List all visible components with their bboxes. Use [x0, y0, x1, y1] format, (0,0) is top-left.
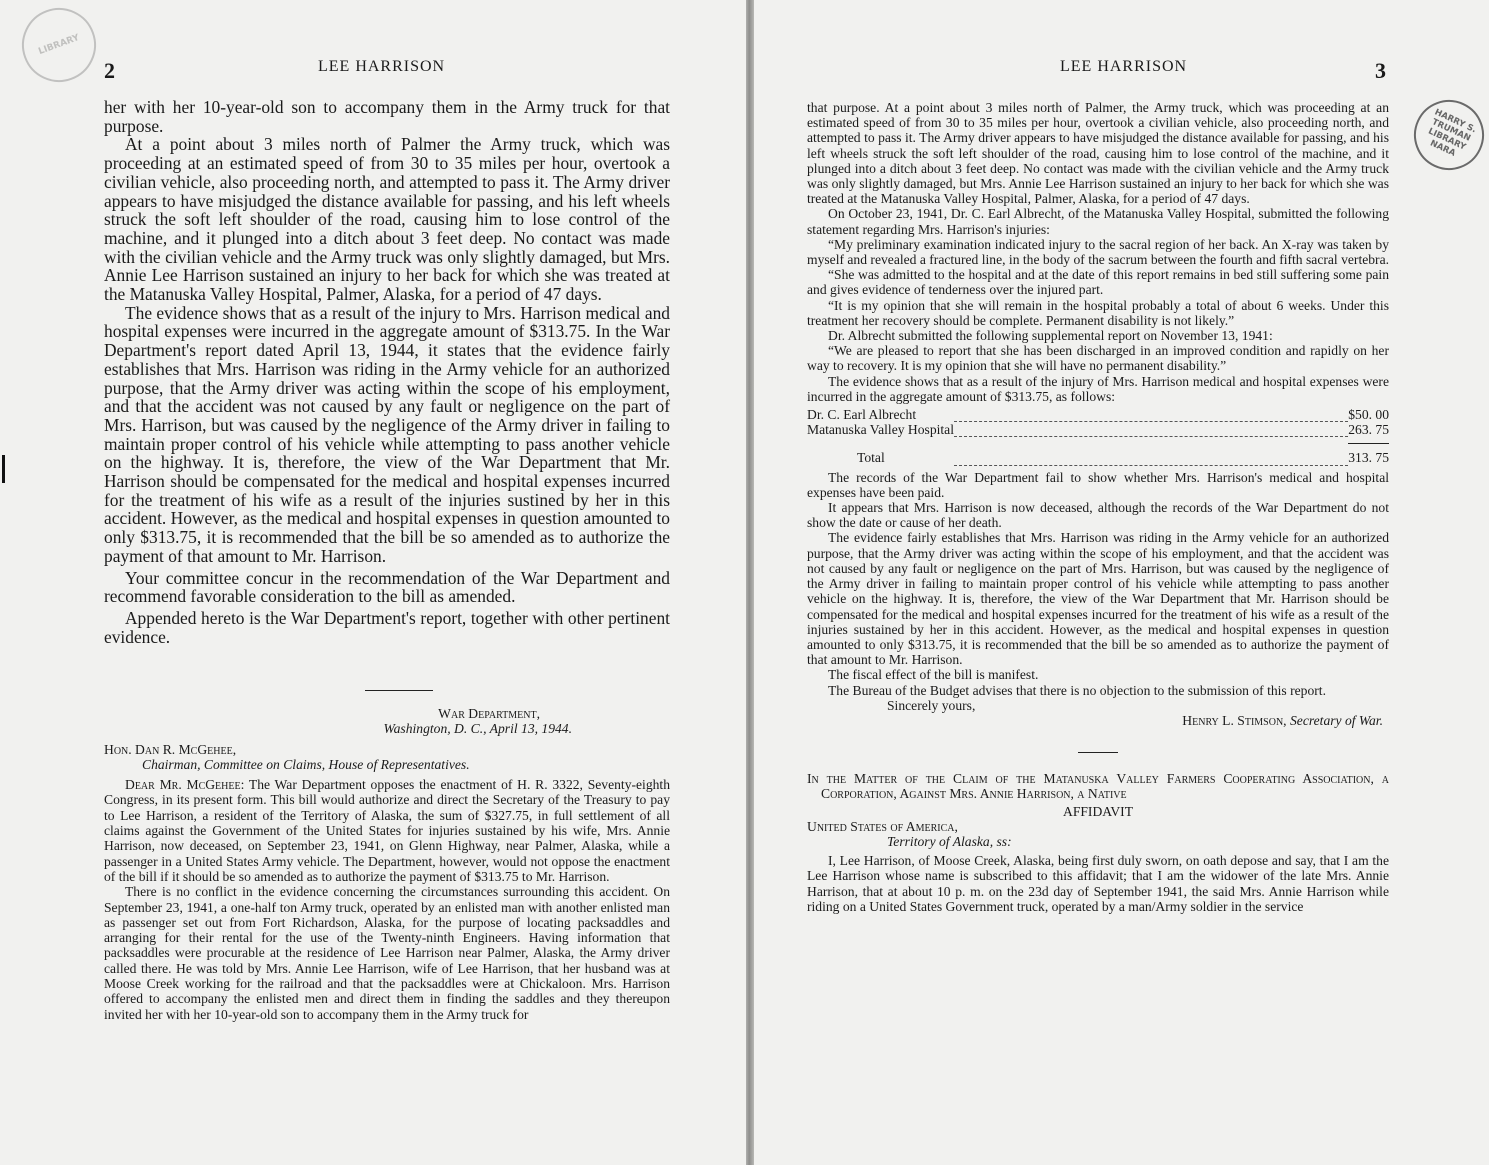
quoted-paragraph: “My preliminary examination indicated injury to the sacral region of her back. An X-ray was taken by myself and revealed a fractured line, in the body of the sacrum between the fourth and fifth sacral vertebra. — [807, 236, 1390, 268]
quoted-paragraph: “We are pleased to report that she has been discharged in an improved condition and rapidly on her way to recovery. It is my opinion that she will have no permanent disability.” — [807, 343, 1389, 374]
paragraph: Dr. Albrecht submitted the following supplemental report on November 13, 1941: — [828, 328, 1273, 344]
paragraph: On October 23, 1941, Dr. C. Earl Albrecht, of the Matanuska Valley Hospital, submitted the following statement regarding Mrs. Harrison's injuries: — [807, 206, 1389, 237]
running-head: LEE HARRISON — [318, 58, 446, 75]
paragraph: The evidence shows that as a result of the injury to Mrs. Harrison medical and hospital expenses were incurred in the aggregate amount of $313.75. In the War Department's report dated April 13, 1944, it states that the evidence fairly establishes that Mrs. Harrison was riding in the Army vehicle for an authorized purpose, that the Army driver was acting within the scope of his employment, and that the accident was not caused by any fault or negligence on the part of Mrs. Harrison, but was caused by the negligence of the Army driver in failing to maintain proper control of his vehicle while attempting to pass another vehicle on the highway. It is, therefore, the view of the War Department that Mr. Harrison should be compensated for the medical and hospital expenses incurred for the treatment of his wife as a result of the injuries sustined by her in this accident. However, as the medical and hospital expenses in question amounted to only $313.75, it is recommended that the bill be so amended as to authorize the payment of that amount to Mr. Harrison. — [104, 302, 670, 566]
paragraph: At a point about 3 miles north of Palmer the Army truck, which was proceeding at an estimated speed of from 30 to 35 miles per hour, overtook a civilian vehicle, also proceeding north, and attempted to pass it. The Army driver appears to have misjudged the distance available for passing, and his left wheels struck the soft left shoulder of the road, causing him to lose control of the machine, and it plunged into a ditch about 3 feet deep. No contact was made with the civilian vehicle and the Army truck was only slightly damaged, but Mrs. Annie Lee Harrison sustained an injury to her back for which she was treated at the Matanuska Valley Hospital, Palmer, Alaska, for a period of 47 days. — [104, 134, 670, 305]
expense-table — [807, 407, 1389, 466]
running-head: LEE HARRISON — [1060, 58, 1188, 75]
expense-label: Dr. C. Earl Albrecht — [807, 407, 917, 423]
letter-paragraph: There is no conflict in the evidence concerning the circumstances surrounding this accident. On September 23, 1941, a one-half ton Army truck, operated by an enlisted man with another enlisted man as passenger set out from Fort Richardson, Alaska, for the purpose of locating packsaddles and arranging for their rental for the use of the Twenty-ninth Engineers. Having information that packsaddles were procurable at the residence of Lee Harrison near Palmer, Alaska, the Army driver called there. He was told by Mrs. Annie Lee Harrison, wife of Lee Harrison, that her husband was at Moose Creek working for the railroad and that the packsaddles were at Chickaloon. Mrs. Harrison offered to accompany the enlisted men and direct them in finding the saddles and they thereupon invited her with her 10-year-old son to accompany them in the Army truck for — [104, 884, 670, 1022]
venue-line: United States of America, — [807, 818, 958, 834]
signature-title: Secretary of War. — [1289, 712, 1383, 728]
salutation: Dear Mr. McGehee: — [125, 777, 245, 793]
letter-place-date: Washington, D. C., April 13, 1944. — [383, 721, 572, 737]
expense-amount: 263. 75 — [1348, 422, 1389, 438]
report-body — [104, 98, 670, 646]
paragraph: Appended hereto is the War Department's report, together with other pertinent evidence. — [104, 607, 670, 647]
paragraph: Your committee concur in the recommendation of the War Department and recommend favorable consideration to the bill as amended. — [104, 567, 670, 607]
addressee-name: Hon. Dan R. McGehee, — [104, 741, 237, 757]
expense-amount: $50. 00 — [1348, 407, 1389, 423]
paragraph: her with her 10-year-old son to accompany them in the Army truck for that purpose. — [104, 97, 670, 136]
letter-paragraph: The War Department opposes the enactment of H. R. 3322, Seventy-eighth Congress, in its present form. This bill would authorize and direct the Secretary of the Treasury to pay to Lee Harrison, a resident of the Territory of Alaska, the sum of $327.75, in full settlement of all claims against the Government of the United States for injuries sustained by his wife, Mrs. Annie Harrison, now deceased, on September 23, 1941, on Glenn Highway, near Palmer, Alaska, while a passenger in a United States Army vehicle. The Department, however, would not oppose the enactment of the bill if it should be so amended as to authorize the payment of $313.75 to Mr. Harrison. — [104, 777, 670, 884]
paragraph: The records of the War Department fail to show whether Mrs. Harrison's medical and hospital expenses have been paid. — [807, 469, 1389, 500]
total-row — [807, 444, 1389, 466]
paragraph: that purpose. At a point about 3 miles north of Palmer, the Army truck, which was proceeding at an estimated speed of from 30 to 35 miles per hour, overtook a civilian vehicle, also proceeding north, and attempted to pass it. The Army driver appears to have misjudged the distance available for passing, and his left wheels struck the soft left shoulder of the road, causing him to lose control of the machine, and it plunged into a ditch about 3 feet deep. No contact was made with the civilian vehicle and the Army truck was only slightly damaged, but Mrs. Annie Lee Harrison sustained an injury to her back for which she was treated at the Matanuska Valley Hospital, Palmer, Alaska, for a period of 47 days. — [807, 100, 1389, 207]
expense-label: Matanuska Valley Hospital — [807, 422, 954, 438]
right-page — [754, 0, 1489, 1165]
war-department-letter — [104, 706, 670, 1022]
paragraph: The Bureau of the Budget advises that there is no objection to the submission of this report. — [828, 682, 1326, 698]
page-number: 3 — [1375, 58, 1386, 83]
section-divider — [1078, 752, 1118, 753]
quoted-paragraph: “It is my opinion that she will remain in the hospital probably a total of about 6 weeks. Under this treatment her recovery should be complete. Permanent disability is not likely.” — [807, 297, 1389, 328]
affidavit-text: I, Lee Harrison, of Moose Creek, Alaska, being first duly sworn, on oath depose and say, that I am the Lee Harrison whose name is subscribed to this affidavit; that I am the widower of the late Mrs. Annie Harrison, that at about 10 p. m. on the 23d day of September 1941, the said Mrs. Annie Harrison while riding on a United States Government truck, operated by a man/Army soldier in the service — [807, 853, 1389, 914]
letter-continued — [807, 100, 1389, 914]
truman-library-stamp: HARRY S. TRUMAN LIBRARY NARA — [1402, 88, 1489, 181]
closing: Sincerely yours, — [887, 697, 976, 713]
affidavit-heading: AFFIDAVIT — [1063, 803, 1133, 819]
table-row — [807, 422, 1389, 437]
paragraph: The evidence fairly establishes that Mrs. Harrison was riding in the Army vehicle for an authorized purpose, that the Army driver was acting within the scope of his employment, and that the accident was not caused by any fault or negligence on the part of Mrs. Harrison, but was caused by the negligence of the Army driver in failing to maintain proper control of his vehicle while attempting to pass another vehicle on the highway. It is, therefore, the view of the War Department that Mr. Harrison should be compensated for the medical and hospital expenses incurred for the treatment of his wife as a result of the injuries sustained by her in this accident. However, as the medical and hospital expenses in question amounted to only $313.75, it is recommended that the bill be so amended as to authorize the payment of that amount to Mr. Harrison. — [807, 530, 1389, 668]
page-number: 2 — [104, 58, 115, 83]
paragraph: It appears that Mrs. Harrison is now deceased, although the records of the War Department do not show the date or cause of her death. — [807, 500, 1389, 531]
section-divider — [365, 690, 433, 691]
paragraph: The evidence shows that as a result of the injury of Mrs. Harrison medical and hospital expenses were incurred in the aggregate amount of $313.75, as follows: — [807, 373, 1389, 404]
signature-name: Henry L. Stimson, — [1182, 712, 1287, 728]
matter-heading: In the Matter of the Claim of the Matanuska Valley Farmers Cooperating Association, a Corporation, Against Mrs. Annie Harrison, a Native — [807, 771, 1389, 802]
total-label: Total — [857, 450, 885, 466]
paragraph: The fiscal effect of the bill is manifest. — [828, 667, 1039, 683]
addressee-title: Chairman, Committee on Claims, House of Representatives. — [142, 756, 470, 772]
margin-mark — [2, 455, 5, 483]
letter-from: War Department, — [438, 706, 540, 721]
library-stamp: LIBRARY — [12, 0, 107, 92]
quoted-paragraph: “She was admitted to the hospital and at the date of this report remains in bed still suffering some pain and gives evidence of tenderness over the injured part. — [807, 267, 1389, 298]
total-amount: 313. 75 — [1348, 450, 1389, 466]
venue-line: Territory of Alaska, ss: — [887, 833, 1012, 849]
table-row — [807, 407, 1389, 422]
